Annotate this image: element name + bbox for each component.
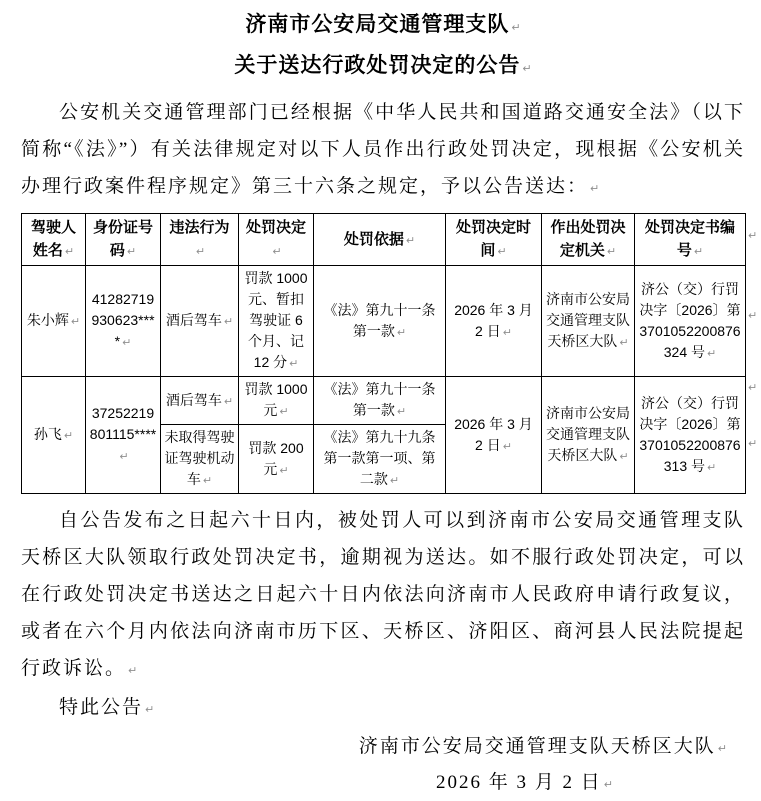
cell-r2-sub1-violation: 酒后驾车 ↵ — [161, 377, 239, 425]
signature-agency: 济南市公安局交通管理支队天桥区大队 ↵ — [21, 728, 745, 767]
cell-r2-id-number: 37252219801115**** ↵ — [86, 377, 161, 494]
cell-r2-sub1-decision: 罚款 1000 元 ↵ — [239, 377, 314, 425]
cell-r2-sub2-basis: 《法》第九十九条第一款第一项、第二款 ↵ — [314, 425, 446, 494]
col-header-decision: 处罚决定 ↵ — [239, 214, 314, 266]
cell-r2-sub2-violation: 未取得驾驶证驾驶机动车 ↵ — [161, 425, 239, 494]
col-header-driver-name: 驾驶人姓名 ↵ — [22, 214, 86, 266]
table-header-row — [22, 214, 746, 266]
cell-r1-doc-number: 济公（交）行罚决字〔2026〕第 3701052200876324 号 ↵ — [635, 266, 746, 377]
cell-r2-driver-name: 孙飞 ↵ — [22, 377, 86, 494]
cell-r2-decision-time: 2026 年 3 月 2 日 ↵ — [446, 377, 542, 494]
col-header-decision-time: 处罚决定时间 ↵ — [446, 214, 542, 266]
closing-paragraph: 自公告发布之日起六十日内，被处罚人可以到济南市公安局交通管理支队天桥区大队领取行政处罚决定书，逾期视为送达。如不服行政处罚决定，可以在行政处罚决定书送达之日起六十日内依法向济南市人民政府申请行政复议，或者在六个月内依法向济南市历下区、天桥区、济阳区、商河县人民法院提起行政诉讼。 ↵ — [21, 502, 745, 689]
hereby-notice: 特此公告 ↵ — [21, 689, 745, 728]
page-title-line2: 关于送达行政处罚决定的公告 ↵ — [21, 45, 745, 90]
page-title-line1: 济南市公安局交通管理支队 ↵ — [21, 8, 745, 45]
table-row — [22, 377, 746, 425]
cell-r2-doc-number: 济公（交）行罚决字〔2026〕第 3701052200876313 号 ↵ — [635, 377, 746, 494]
row-end-mark — [748, 229, 757, 242]
cell-r1-id-number: 41282719930623**** ↵ — [86, 266, 161, 377]
row-end-mark — [748, 309, 757, 322]
col-header-basis: 处罚依据 ↵ — [314, 214, 446, 266]
penalty-table-wrap — [21, 213, 745, 494]
cell-r1-basis: 《法》第九十一条第一款 ↵ — [314, 266, 446, 377]
cell-r2-sub1-basis: 《法》第九十一条第一款 ↵ — [314, 377, 446, 425]
intro-paragraph: 公安机关交通管理部门已经根据《中华人民共和国道路交通安全法》（以下简称“《法》”）有关法律规定对以下人员作出行政处罚决定，现根据《公安机关办理行政案件程序规定》第三十六条之规定，予以公告送达： ↵ — [21, 94, 745, 207]
cell-r1-driver-name: 朱小辉 ↵ — [22, 266, 86, 377]
table-row — [22, 266, 746, 377]
cell-r1-decision-time: 2026 年 3 月 2 日 ↵ — [446, 266, 542, 377]
cell-r2-sub2-decision: 罚款 200 元 ↵ — [239, 425, 314, 494]
cell-r1-agency: 济南市公安局交通管理支队天桥区大队 ↵ — [542, 266, 635, 377]
row-end-mark — [748, 381, 757, 394]
cell-r2-agency: 济南市公安局交通管理支队天桥区大队 ↵ — [542, 377, 635, 494]
penalty-table — [21, 213, 746, 494]
col-header-violation: 违法行为 ↵ — [161, 214, 239, 266]
cell-r1-decision: 罚款 1000 元、暂扣驾驶证 6 个月、记 12 分 ↵ — [239, 266, 314, 377]
cell-r1-violation: 酒后驾车 ↵ — [161, 266, 239, 377]
col-header-id-number: 身份证号码 ↵ — [86, 214, 161, 266]
col-header-doc-number: 处罚决定书编号 ↵ — [635, 214, 746, 266]
col-header-agency: 作出处罚决定机关 ↵ — [542, 214, 635, 266]
row-end-mark — [748, 437, 757, 450]
signature-date: 2026 年 3 月 2 日 ↵ — [21, 767, 745, 801]
